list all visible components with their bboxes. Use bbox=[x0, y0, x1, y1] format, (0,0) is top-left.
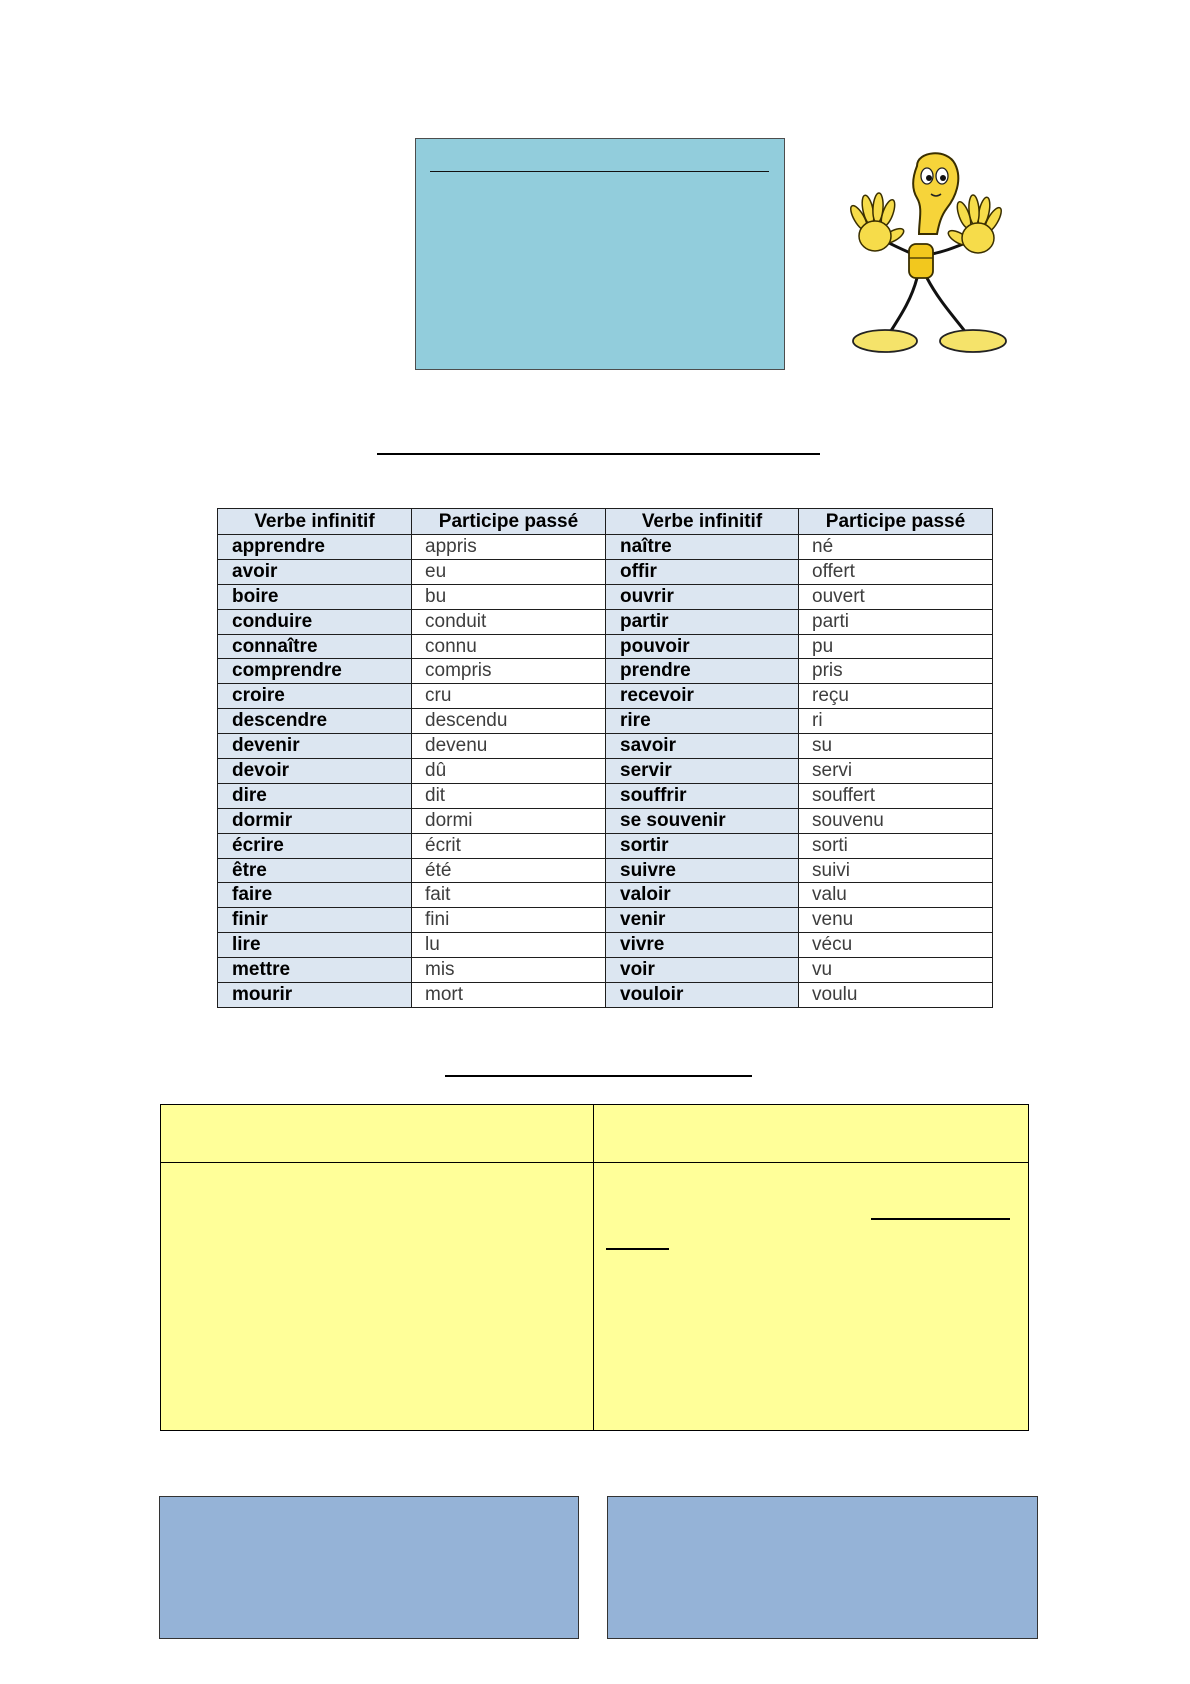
infinitive-verb-cell: lire bbox=[218, 933, 412, 958]
past-participle-cell: devenu bbox=[412, 734, 606, 759]
infinitive-verb-cell: conduire bbox=[218, 609, 412, 634]
past-participle-cell: dormi bbox=[412, 808, 606, 833]
infinitive-verb-cell: croire bbox=[218, 684, 412, 709]
table-row bbox=[218, 933, 993, 958]
past-participle-cell: appris bbox=[412, 535, 606, 560]
infinitive-verb-cell: apprendre bbox=[218, 535, 412, 560]
past-participle-cell: connu bbox=[412, 634, 606, 659]
table-row bbox=[218, 609, 993, 634]
table-row bbox=[218, 634, 993, 659]
infinitive-verb-cell: sortir bbox=[606, 833, 799, 858]
past-participle-cell: pu bbox=[799, 634, 993, 659]
past-participle-cell: fait bbox=[412, 883, 606, 908]
header-past-participle: Participe passé bbox=[799, 509, 993, 535]
bottom-box-left bbox=[159, 1496, 579, 1639]
past-participle-cell: mort bbox=[412, 983, 606, 1008]
table-row bbox=[218, 783, 993, 808]
past-participle-cell: servi bbox=[799, 759, 993, 784]
table-row bbox=[218, 908, 993, 933]
infinitive-verb-cell: être bbox=[218, 858, 412, 883]
infinitive-verb-cell: devenir bbox=[218, 734, 412, 759]
infinitive-verb-cell: connaître bbox=[218, 634, 412, 659]
header-infinitive-verb: Verbe infinitif bbox=[218, 509, 412, 535]
table-row bbox=[218, 858, 993, 883]
infinitive-verb-cell: écrire bbox=[218, 833, 412, 858]
past-participle-cell: su bbox=[799, 734, 993, 759]
past-participle-cell: vécu bbox=[799, 933, 993, 958]
table-row bbox=[218, 709, 993, 734]
past-participle-cell: né bbox=[799, 535, 993, 560]
rule-box bbox=[415, 138, 785, 370]
summary-header-right bbox=[594, 1105, 1028, 1163]
table-row bbox=[218, 958, 993, 983]
table-row bbox=[218, 559, 993, 584]
past-participle-cell: parti bbox=[799, 609, 993, 634]
table-row bbox=[218, 734, 993, 759]
table-row bbox=[218, 808, 993, 833]
infinitive-verb-cell: rire bbox=[606, 709, 799, 734]
section-underline bbox=[445, 1075, 752, 1077]
past-participle-cell: voulu bbox=[799, 983, 993, 1008]
table-row bbox=[218, 535, 993, 560]
infinitive-verb-cell: savoir bbox=[606, 734, 799, 759]
table-row bbox=[218, 883, 993, 908]
table-row bbox=[218, 833, 993, 858]
table-row bbox=[218, 759, 993, 784]
past-participle-cell: conduit bbox=[412, 609, 606, 634]
table-body bbox=[218, 535, 993, 1008]
table-header bbox=[218, 509, 993, 535]
header-past-participle: Participe passé bbox=[412, 509, 606, 535]
infinitive-verb-cell: pouvoir bbox=[606, 634, 799, 659]
past-participle-cell: reçu bbox=[799, 684, 993, 709]
bottom-box-right bbox=[607, 1496, 1038, 1639]
summary-header-left bbox=[161, 1105, 594, 1163]
infinitive-verb-cell: boire bbox=[218, 584, 412, 609]
infinitive-verb-cell: mettre bbox=[218, 958, 412, 983]
past-participle-cell: souvenu bbox=[799, 808, 993, 833]
infinitive-verb-cell: ouvrir bbox=[606, 584, 799, 609]
summary-table bbox=[160, 1104, 1029, 1431]
infinitive-verb-cell: naître bbox=[606, 535, 799, 560]
infinitive-verb-cell: devoir bbox=[218, 759, 412, 784]
table-header-row bbox=[218, 509, 993, 535]
infinitive-verb-cell: voir bbox=[606, 958, 799, 983]
infinitive-verb-cell: partir bbox=[606, 609, 799, 634]
infinitive-verb-cell: vivre bbox=[606, 933, 799, 958]
past-participle-cell: offert bbox=[799, 559, 993, 584]
infinitive-verb-cell: recevoir bbox=[606, 684, 799, 709]
past-participle-cell: suivi bbox=[799, 858, 993, 883]
past-participle-cell: valu bbox=[799, 883, 993, 908]
summary-body-left bbox=[161, 1163, 594, 1430]
infinitive-verb-cell: se souvenir bbox=[606, 808, 799, 833]
past-participle-cell: mis bbox=[412, 958, 606, 983]
past-participle-cell: sorti bbox=[799, 833, 993, 858]
title-underline bbox=[377, 453, 820, 455]
infinitive-verb-cell: dire bbox=[218, 783, 412, 808]
rule-box-title-line bbox=[430, 171, 769, 172]
past-participle-cell: lu bbox=[412, 933, 606, 958]
past-participle-cell: vu bbox=[799, 958, 993, 983]
past-participle-cell: compris bbox=[412, 659, 606, 684]
infinitive-verb-cell: suivre bbox=[606, 858, 799, 883]
infinitive-verb-cell: faire bbox=[218, 883, 412, 908]
infinitive-verb-cell: souffrir bbox=[606, 783, 799, 808]
infinitive-verb-cell: prendre bbox=[606, 659, 799, 684]
past-participle-cell: été bbox=[412, 858, 606, 883]
underline-mark bbox=[606, 1248, 669, 1250]
past-participle-cell: ouvert bbox=[799, 584, 993, 609]
past-participle-cell: souffert bbox=[799, 783, 993, 808]
infinitive-verb-cell: finir bbox=[218, 908, 412, 933]
past-participle-cell: venu bbox=[799, 908, 993, 933]
past-participle-cell: dû bbox=[412, 759, 606, 784]
infinitive-verb-cell: comprendre bbox=[218, 659, 412, 684]
table-row bbox=[218, 659, 993, 684]
infinitive-verb-cell: offir bbox=[606, 559, 799, 584]
infinitive-verb-cell: valoir bbox=[606, 883, 799, 908]
summary-body-right bbox=[594, 1163, 1028, 1430]
past-participle-cell: écrit bbox=[412, 833, 606, 858]
header-infinitive-verb: Verbe infinitif bbox=[606, 509, 799, 535]
past-participle-cell: pris bbox=[799, 659, 993, 684]
table-row bbox=[218, 983, 993, 1008]
table-row bbox=[218, 684, 993, 709]
underline-mark bbox=[871, 1218, 1010, 1220]
cartoon-character-icon bbox=[847, 146, 1014, 356]
infinitive-verb-cell: descendre bbox=[218, 709, 412, 734]
past-participle-table bbox=[217, 508, 993, 1008]
past-participle-cell: eu bbox=[412, 559, 606, 584]
infinitive-verb-cell: servir bbox=[606, 759, 799, 784]
past-participle-cell: cru bbox=[412, 684, 606, 709]
past-participle-cell: dit bbox=[412, 783, 606, 808]
infinitive-verb-cell: vouloir bbox=[606, 983, 799, 1008]
past-participle-cell: descendu bbox=[412, 709, 606, 734]
table-row bbox=[218, 584, 993, 609]
past-participle-cell: ri bbox=[799, 709, 993, 734]
infinitive-verb-cell: avoir bbox=[218, 559, 412, 584]
infinitive-verb-cell: mourir bbox=[218, 983, 412, 1008]
past-participle-cell: fini bbox=[412, 908, 606, 933]
past-participle-cell: bu bbox=[412, 584, 606, 609]
infinitive-verb-cell: dormir bbox=[218, 808, 412, 833]
infinitive-verb-cell: venir bbox=[606, 908, 799, 933]
